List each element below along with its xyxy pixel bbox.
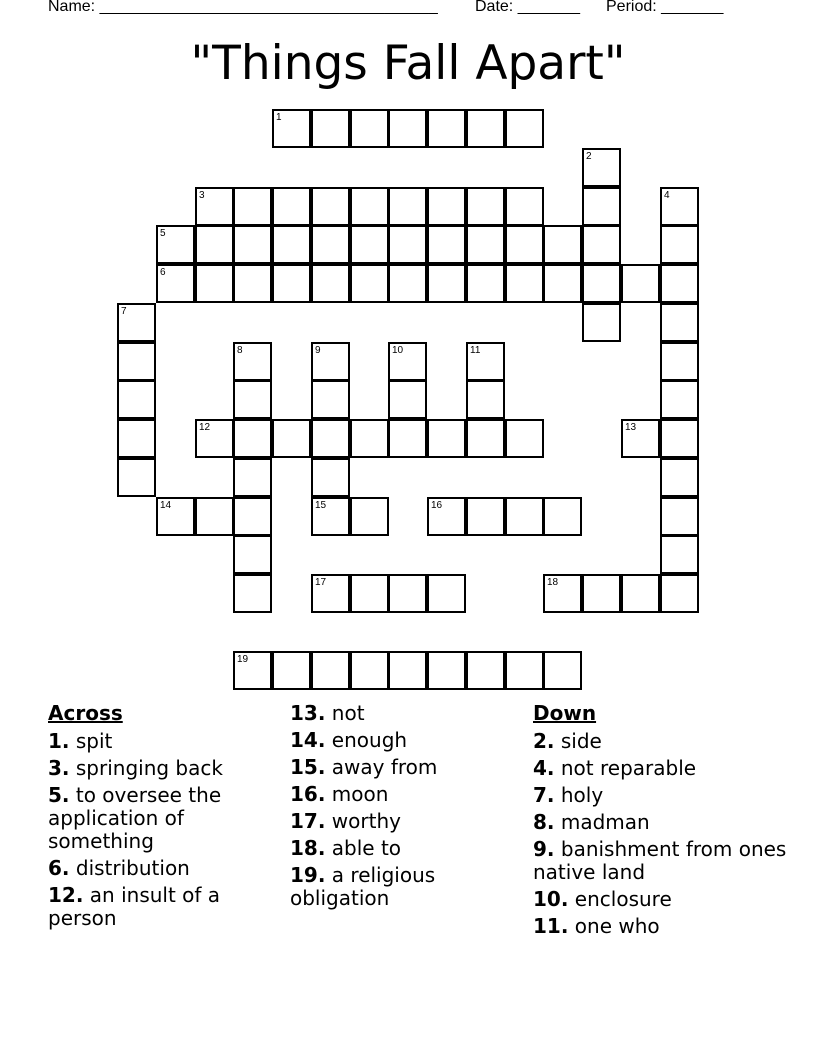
clue-number-label: 13: [625, 422, 637, 433]
clue-number-label: 18: [547, 577, 559, 588]
clue-item: [48, 784, 258, 853]
clue-text: one who: [574, 914, 660, 938]
clue-text: distribution: [75, 856, 190, 880]
clue-item: [533, 784, 793, 807]
clue-number: 17.: [290, 809, 326, 833]
crossword-cell[interactable]: [466, 187, 505, 226]
crossword-cell[interactable]: [505, 187, 544, 226]
crossword-cell[interactable]: [311, 651, 350, 690]
down-heading: Down: [533, 701, 597, 725]
crossword-cell[interactable]: [233, 458, 272, 497]
clue-item: [290, 702, 505, 725]
clue-number-label: 6: [160, 267, 166, 278]
clue-text: away from: [331, 755, 438, 779]
crossword-cell[interactable]: [427, 187, 466, 226]
down-clues-column: [533, 702, 793, 942]
crossword-cell[interactable]: [233, 225, 272, 264]
crossword-cell[interactable]: [543, 574, 582, 613]
clue-text: spit: [75, 729, 113, 753]
crossword-cell[interactable]: [388, 187, 427, 226]
crossword-cell[interactable]: [505, 651, 544, 690]
clue-text: an insult of a person: [48, 883, 221, 930]
crossword-cell[interactable]: [233, 651, 272, 690]
crossword-cell[interactable]: [543, 225, 582, 264]
crossword-cell[interactable]: [272, 651, 311, 690]
clue-item: [533, 838, 793, 884]
clue-text: side: [560, 729, 602, 753]
crossword-cell[interactable]: [543, 497, 582, 536]
clue-number-label: 17: [315, 577, 327, 588]
clue-text: springing back: [75, 756, 223, 780]
crossword-cell[interactable]: [195, 419, 234, 458]
clue-item: [48, 730, 258, 753]
clue-number: 16.: [290, 782, 326, 806]
crossword-cell[interactable]: [195, 264, 234, 303]
clue-number-label: 14: [160, 500, 172, 511]
crossword-cell[interactable]: [427, 225, 466, 264]
crossword-cell[interactable]: [466, 109, 505, 148]
crossword-cell[interactable]: [505, 497, 544, 536]
clue-item: [533, 730, 793, 753]
crossword-cell[interactable]: [427, 651, 466, 690]
crossword-cell[interactable]: [660, 264, 699, 303]
clue-number: 6.: [48, 856, 70, 880]
crossword-cell[interactable]: [350, 497, 389, 536]
crossword-cell[interactable]: [272, 419, 311, 458]
crossword-cell[interactable]: [660, 380, 699, 419]
clue-number-label: 9: [315, 345, 321, 356]
clue-number: 18.: [290, 836, 326, 860]
crossword-cell[interactable]: [582, 303, 621, 342]
crossword-cell[interactable]: [466, 651, 505, 690]
crossword-cell[interactable]: [350, 225, 389, 264]
clue-item: [533, 915, 793, 938]
crossword-cell[interactable]: [505, 225, 544, 264]
clue-text: enclosure: [574, 887, 672, 911]
crossword-cell[interactable]: [272, 187, 311, 226]
clue-text: moon: [331, 782, 389, 806]
clue-number-label: 19: [237, 654, 249, 665]
crossword-cell[interactable]: [388, 574, 427, 613]
crossword-cell[interactable]: [505, 264, 544, 303]
clue-number-label: 7: [121, 306, 127, 317]
clue-item: [533, 811, 793, 834]
clue-text: not: [331, 701, 365, 725]
crossword-cell[interactable]: [427, 419, 466, 458]
crossword-cell[interactable]: [272, 264, 311, 303]
crossword-cell[interactable]: [117, 458, 156, 497]
period-field-label: Period: _______: [606, 0, 724, 15]
clue-number: 19.: [290, 863, 326, 887]
name-field-label: Name: ______________________________________: [48, 0, 438, 15]
clue-number-label: 10: [392, 345, 404, 356]
clue-item: [533, 757, 793, 780]
crossword-cell[interactable]: [466, 497, 505, 536]
clue-text: worthy: [331, 809, 401, 833]
crossword-cell[interactable]: [543, 264, 582, 303]
clue-number-label: 3: [199, 190, 205, 201]
clue-item: [290, 756, 505, 779]
clue-number-label: 5: [160, 228, 166, 239]
crossword-cell[interactable]: [466, 419, 505, 458]
crossword-cell[interactable]: [660, 225, 699, 264]
date-field-label: Date: _______: [475, 0, 580, 15]
crossword-cell[interactable]: [117, 380, 156, 419]
crossword-cell[interactable]: [233, 342, 272, 381]
crossword-cell[interactable]: [660, 342, 699, 381]
clue-item: [290, 810, 505, 833]
crossword-cell[interactable]: [388, 651, 427, 690]
clue-item: [290, 783, 505, 806]
clue-number-label: 15: [315, 500, 327, 511]
crossword-cell[interactable]: [311, 109, 350, 148]
crossword-cell[interactable]: [660, 187, 699, 226]
crossword-cell[interactable]: [388, 225, 427, 264]
clue-number: 11.: [533, 914, 569, 938]
crossword-cell[interactable]: [311, 225, 350, 264]
crossword-cell[interactable]: [660, 497, 699, 536]
crossword-cell[interactable]: [117, 419, 156, 458]
crossword-cell[interactable]: [427, 574, 466, 613]
clue-text: to oversee the application of something: [48, 783, 222, 853]
crossword-cell[interactable]: [156, 264, 195, 303]
clue-text: not reparable: [560, 756, 697, 780]
clue-number-label: 12: [199, 422, 211, 433]
crossword-cell[interactable]: [117, 303, 156, 342]
crossword-cell[interactable]: [350, 651, 389, 690]
crossword-cell[interactable]: [621, 264, 660, 303]
crossword-cell[interactable]: [388, 342, 427, 381]
crossword-cell[interactable]: [660, 535, 699, 574]
crossword-cell[interactable]: [660, 303, 699, 342]
crossword-cell[interactable]: [311, 264, 350, 303]
clue-number: 4.: [533, 756, 555, 780]
clue-number: 1.: [48, 729, 70, 753]
crossword-cell[interactable]: [156, 497, 195, 536]
clue-number: 12.: [48, 883, 84, 907]
crossword-cell[interactable]: [660, 419, 699, 458]
crossword-cell[interactable]: [117, 342, 156, 381]
crossword-cell[interactable]: [195, 497, 234, 536]
clue-text: a religious obligation: [290, 863, 436, 910]
crossword-cell[interactable]: [311, 574, 350, 613]
crossword-cell[interactable]: [195, 225, 234, 264]
crossword-cell[interactable]: [543, 651, 582, 690]
crossword-cell[interactable]: [350, 187, 389, 226]
crossword-cell[interactable]: [388, 380, 427, 419]
across-clues-column-1: [48, 702, 258, 934]
crossword-cell[interactable]: [660, 574, 699, 613]
crossword-cell[interactable]: [233, 187, 272, 226]
crossword-cell[interactable]: [311, 342, 350, 381]
crossword-cell[interactable]: [582, 264, 621, 303]
clue-item: [48, 757, 258, 780]
crossword-cell[interactable]: [505, 109, 544, 148]
crossword-cell[interactable]: [466, 264, 505, 303]
crossword-cell[interactable]: [311, 419, 350, 458]
crossword-cell[interactable]: [195, 187, 234, 226]
crossword-cell[interactable]: [388, 109, 427, 148]
crossword-cell[interactable]: [233, 535, 272, 574]
crossword-cell[interactable]: [660, 458, 699, 497]
clue-text: madman: [560, 810, 650, 834]
crossword-cell[interactable]: [427, 497, 466, 536]
clue-item: [290, 729, 505, 752]
crossword-cell[interactable]: [466, 225, 505, 264]
clue-number-label: 11: [470, 345, 481, 356]
crossword-cell[interactable]: [582, 574, 621, 613]
crossword-cell[interactable]: [466, 342, 505, 381]
crossword-cell[interactable]: [466, 380, 505, 419]
clue-number-label: 2: [586, 151, 592, 162]
crossword-cell[interactable]: [233, 380, 272, 419]
clue-item: [290, 864, 505, 910]
clue-number: 10.: [533, 887, 569, 911]
crossword-cell[interactable]: [388, 264, 427, 303]
clue-item: [290, 837, 505, 860]
crossword-cell[interactable]: [388, 419, 427, 458]
clue-item: [533, 888, 793, 911]
clue-number: 14.: [290, 728, 326, 752]
clue-number: 5.: [48, 783, 70, 807]
clue-number-label: 16: [431, 500, 443, 511]
across-clues-column-2: [290, 702, 505, 914]
clue-item: [48, 857, 258, 880]
crossword-cell[interactable]: [427, 109, 466, 148]
crossword-cell[interactable]: [311, 497, 350, 536]
crossword-cell[interactable]: [582, 187, 621, 226]
crossword-cell[interactable]: [156, 225, 195, 264]
crossword-cell[interactable]: [233, 264, 272, 303]
clue-number: 13.: [290, 701, 326, 725]
crossword-cell[interactable]: [350, 264, 389, 303]
crossword-cell[interactable]: [621, 419, 660, 458]
clue-text: able to: [331, 836, 402, 860]
crossword-cell[interactable]: [311, 187, 350, 226]
crossword-cell[interactable]: [350, 419, 389, 458]
crossword-cell[interactable]: [311, 380, 350, 419]
crossword-cell[interactable]: [582, 148, 621, 187]
crossword-cell[interactable]: [272, 225, 311, 264]
crossword-cell[interactable]: [505, 419, 544, 458]
crossword-cell[interactable]: [311, 458, 350, 497]
clue-number: 9.: [533, 837, 555, 861]
crossword-cell[interactable]: [427, 264, 466, 303]
clue-number: 3.: [48, 756, 70, 780]
across-heading: Across: [48, 701, 123, 725]
crossword-cell[interactable]: [233, 574, 272, 613]
crossword-cell[interactable]: [233, 419, 272, 458]
clue-number: 15.: [290, 755, 326, 779]
clue-text: banishment from ones native land: [533, 837, 787, 884]
clue-number: 2.: [533, 729, 555, 753]
clue-item: [48, 884, 258, 930]
clue-text: enough: [331, 728, 408, 752]
clue-text: holy: [560, 783, 604, 807]
clue-number-label: 1: [276, 112, 282, 123]
clue-number-label: 4: [664, 190, 670, 201]
crossword-cell[interactable]: [350, 109, 389, 148]
crossword-cell[interactable]: [350, 574, 389, 613]
crossword-cell[interactable]: [272, 109, 311, 148]
crossword-cell[interactable]: [582, 225, 621, 264]
clue-number-label: 8: [237, 345, 243, 356]
clue-number: 8.: [533, 810, 555, 834]
crossword-cell[interactable]: [621, 574, 660, 613]
crossword-cell[interactable]: [233, 497, 272, 536]
puzzle-title: "Things Fall Apart": [190, 36, 626, 91]
clue-number: 7.: [533, 783, 555, 807]
